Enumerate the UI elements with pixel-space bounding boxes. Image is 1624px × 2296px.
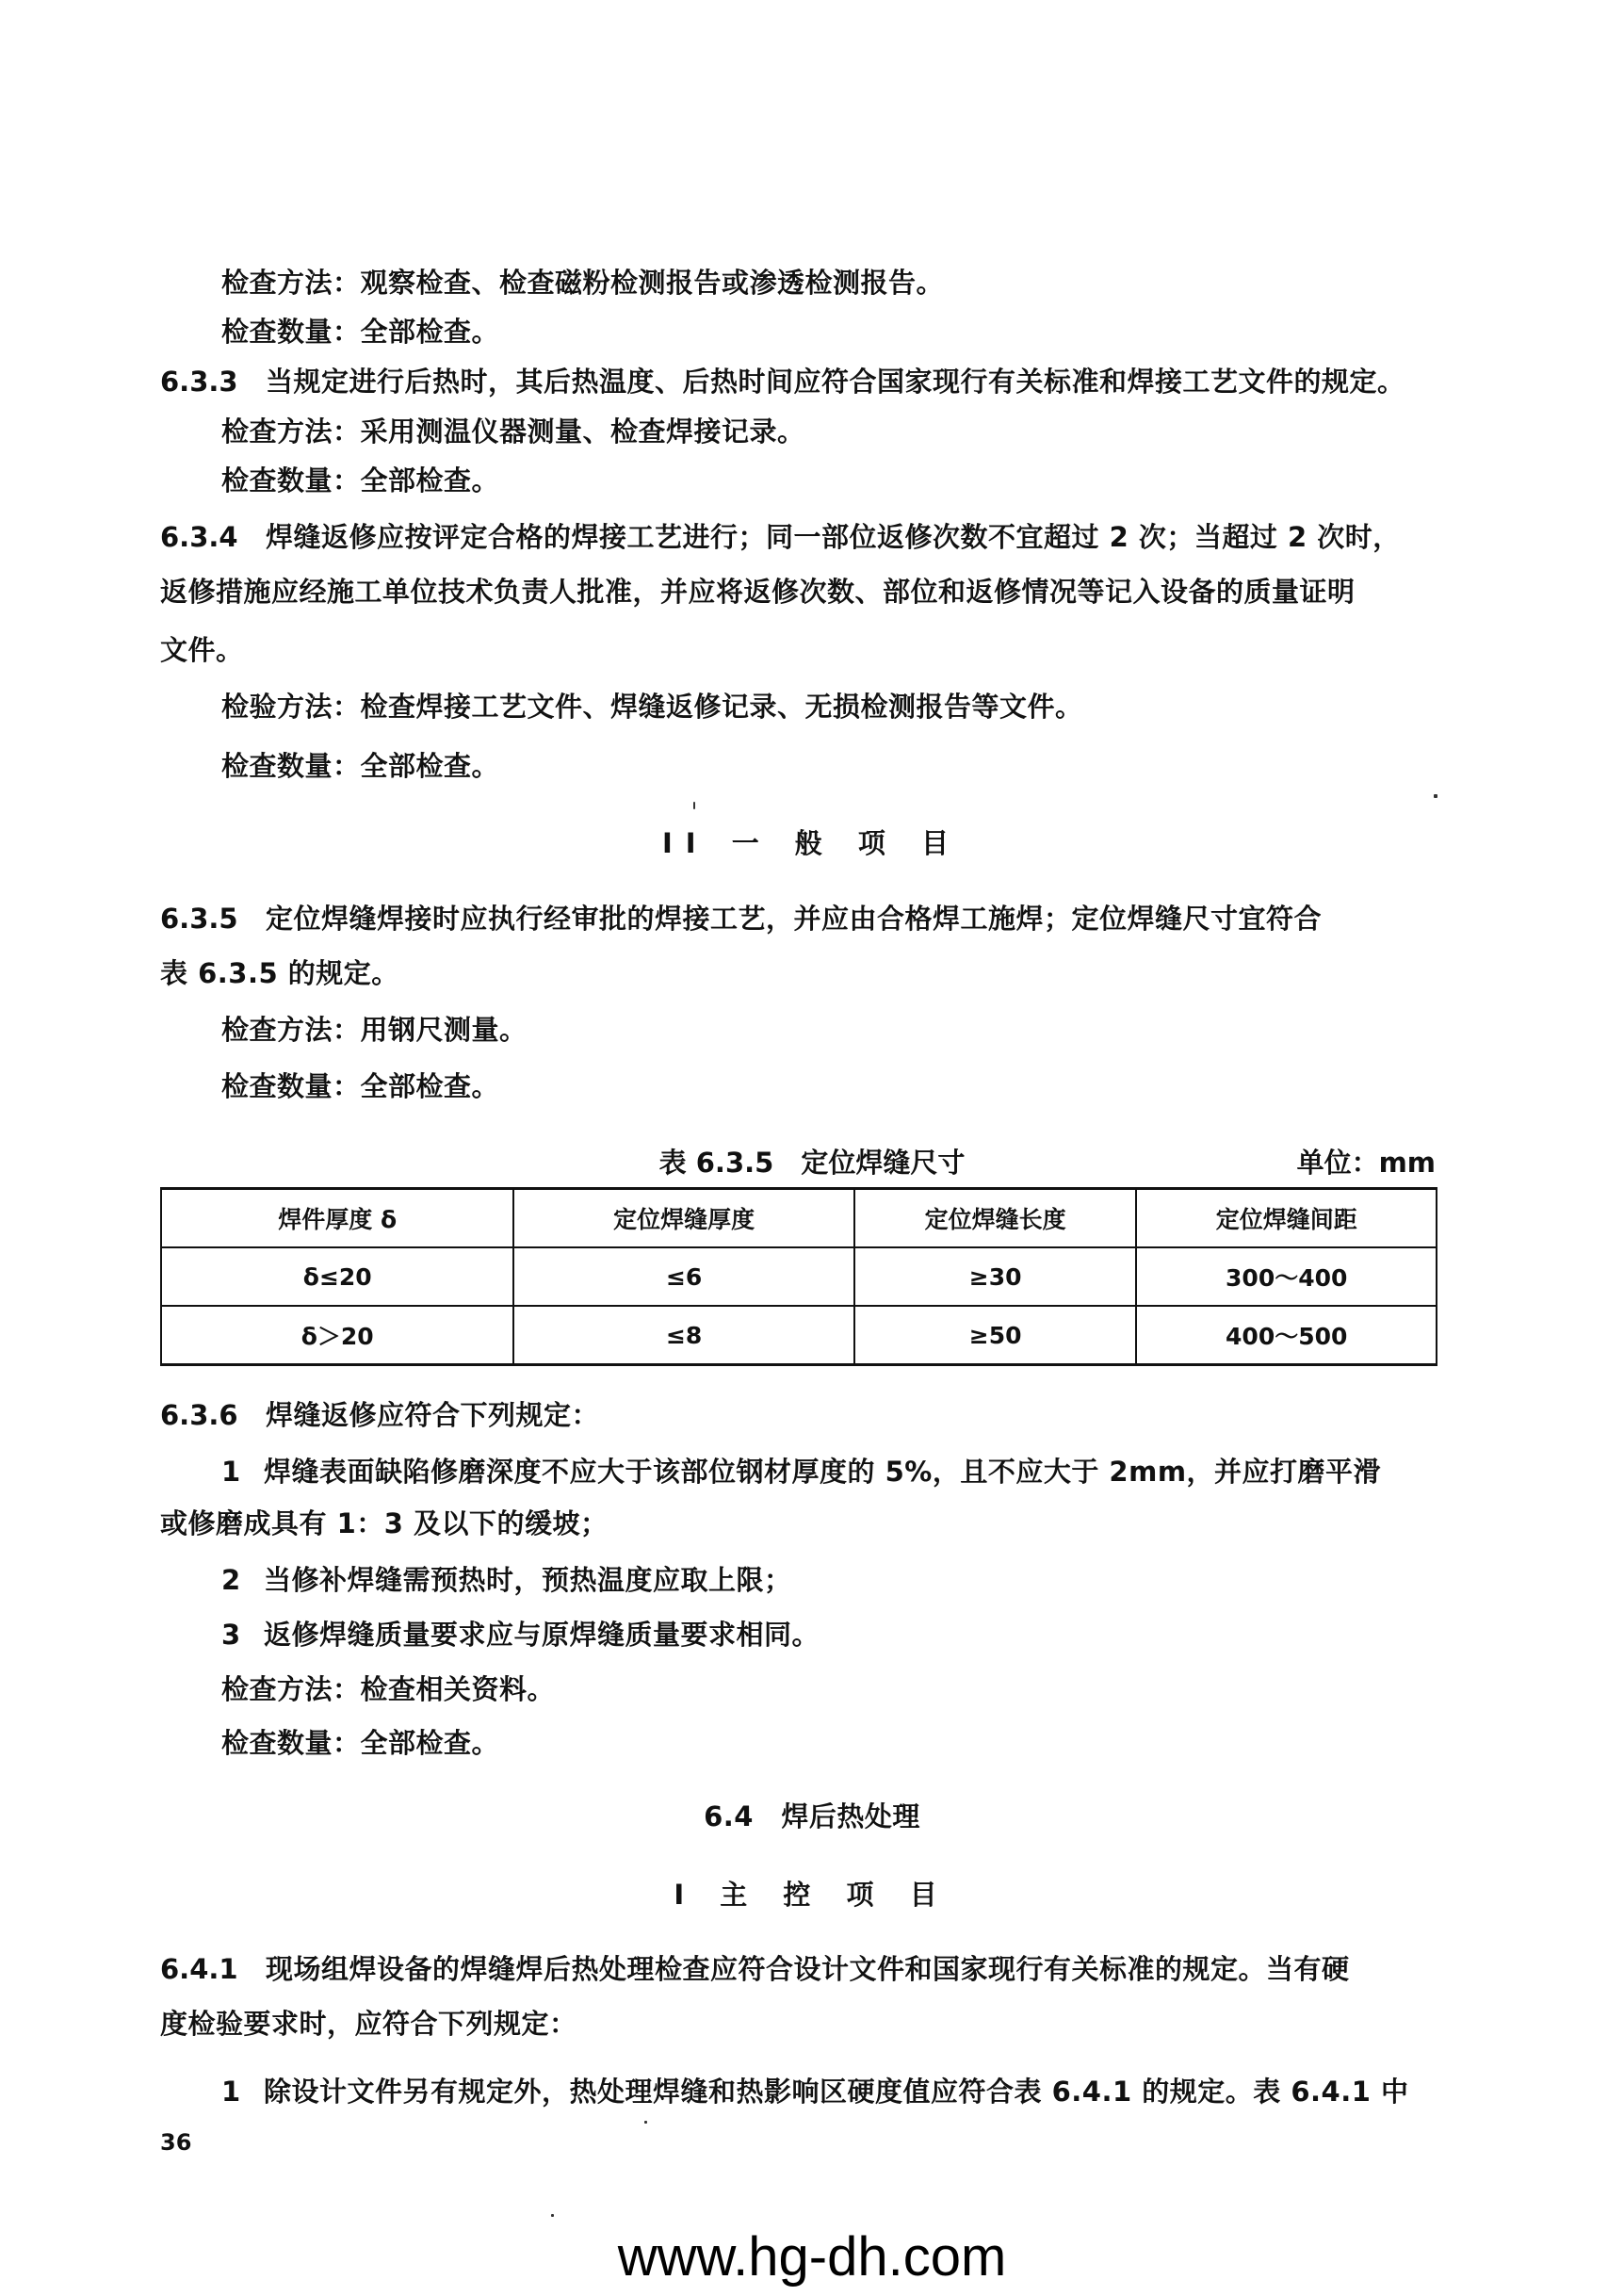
table-cell: 300～400 xyxy=(1136,1247,1437,1306)
inspection-quantity-line: 检查数量：全部检查。 xyxy=(221,750,500,782)
clause-number: 6.3.6 xyxy=(160,1399,238,1431)
clause-text: 当规定进行后热时，其后热温度、后热时间应符合国家现行有关标准和焊接工艺文件的规定。 xyxy=(266,366,1405,398)
inspection-method-line: 检验方法：检查焊接工艺文件、焊缝返修记录、无损检测报告等文件。 xyxy=(221,691,1083,723)
item-number: 1 xyxy=(221,2076,241,2108)
clause-6-3-6 xyxy=(160,1398,1441,1432)
clause-number: 6.3.4 xyxy=(160,521,238,553)
clause-text: 焊缝返修应按评定合格的焊接工艺进行；同一部位返修次数不宜超过 2 次；当超过 2 次时， xyxy=(266,521,1401,553)
inspection-method-line: 检查方法：采用测温仪器测量、检查焊接记录。 xyxy=(221,415,805,448)
watermark-url: www.hg-dh.com xyxy=(617,2226,1007,2288)
item-text: 当修补焊缝需预热时，预热温度应取上限； xyxy=(264,1564,792,1596)
item-text: 除设计文件另有规定外，热处理焊缝和热影响区硬度值应符合表 6.4.1 的规定。表 6.4.1 中 xyxy=(264,2076,1409,2108)
list-item xyxy=(221,2075,1502,2109)
clause-6-3-4-line3: 文件。 xyxy=(160,634,244,666)
clause-number: 6.4.1 xyxy=(160,1953,238,1985)
inspection-quantity-line: 检查数量：全部检查。 xyxy=(221,1727,500,1759)
item-number: 2 xyxy=(221,1564,241,1596)
clause-6-3-4 xyxy=(160,520,1441,554)
item-text: 焊缝表面缺陷修磨深度不应大于该部位钢材厚度的 5%，且不应大于 2mm，并应打磨平滑 xyxy=(264,1456,1382,1488)
inspection-method-line: 检查方法：观察检查、检查磁粉检测报告或渗透检测报告。 xyxy=(221,267,945,299)
inspection-quantity-line: 检查数量：全部检查。 xyxy=(221,1070,500,1102)
weld-size-table xyxy=(160,1187,1437,1366)
table-cell: δ≤20 xyxy=(161,1247,513,1306)
table-unit: 单位：mm xyxy=(1296,1147,1436,1179)
table-row xyxy=(161,1247,1437,1306)
page-number: 36 xyxy=(160,2129,192,2156)
clause-6-3-4-line2: 返修措施应经施工单位技术负责人批准，并应将返修次数、部位和返修情况等记入设备的质量证明 xyxy=(160,576,1356,608)
section-heading-main: I 主 控 项 目 xyxy=(674,1879,950,1911)
table-cell: ≥50 xyxy=(854,1306,1137,1365)
scan-speck xyxy=(693,802,695,809)
clause-6-3-5-line2: 表 6.3.5 的规定。 xyxy=(160,957,399,989)
scan-speck xyxy=(551,2214,554,2217)
table-header-cell: 定位焊缝厚度 xyxy=(513,1189,853,1248)
inspection-quantity-line: 检查数量：全部检查。 xyxy=(221,464,500,497)
table-header-cell: 焊件厚度 δ xyxy=(161,1189,513,1248)
inspection-quantity-line: 检查数量：全部检查。 xyxy=(221,316,500,348)
table-cell: ≥30 xyxy=(854,1247,1137,1306)
inspection-method-line: 检查方法：检查相关资料。 xyxy=(221,1673,556,1705)
list-item-continuation: 或修磨成具有 1：3 及以下的缓坡； xyxy=(160,1507,609,1539)
table-header-cell: 定位焊缝间距 xyxy=(1136,1189,1437,1248)
table-cell: 400～500 xyxy=(1136,1306,1437,1365)
table-header-cell: 定位焊缝长度 xyxy=(854,1189,1137,1248)
section-heading-6-4: 6.4 焊后热处理 xyxy=(704,1800,920,1832)
list-item xyxy=(221,1618,1502,1652)
clause-6-4-1-line2: 度检验要求时，应符合下列规定： xyxy=(160,2008,577,2040)
clause-text: 定位焊缝焊接时应执行经审批的焊接工艺，并应由合格焊工施焊；定位焊缝尺寸宜符合 xyxy=(266,903,1323,935)
clause-6-4-1 xyxy=(160,1952,1441,1986)
clause-number: 6.3.3 xyxy=(160,366,238,398)
clause-6-3-5 xyxy=(160,902,1441,936)
item-text: 返修焊缝质量要求应与原焊缝质量要求相同。 xyxy=(264,1619,820,1651)
clause-number: 6.3.5 xyxy=(160,903,238,935)
scan-speck xyxy=(644,2121,647,2124)
inspection-method-line: 检查方法：用钢尺测量。 xyxy=(221,1014,528,1046)
list-item xyxy=(221,1563,1502,1597)
scan-speck xyxy=(1434,794,1437,798)
table-cell: ≤8 xyxy=(513,1306,853,1365)
table-header-row xyxy=(161,1189,1437,1248)
table-row xyxy=(161,1306,1437,1365)
clause-6-3-3 xyxy=(160,365,1441,399)
table-cell: ≤6 xyxy=(513,1247,853,1306)
table-cell: δ＞20 xyxy=(161,1306,513,1365)
section-heading-general: II 一 般 项 目 xyxy=(662,827,962,859)
clause-text: 现场组焊设备的焊缝焊后热处理检查应符合设计文件和国家现行有关标准的规定。当有硬 xyxy=(266,1953,1350,1985)
item-number: 1 xyxy=(221,1456,241,1488)
clause-text: 焊缝返修应符合下列规定： xyxy=(266,1399,600,1431)
item-number: 3 xyxy=(221,1619,241,1651)
table-title: 表 6.3.5 定位焊缝尺寸 xyxy=(658,1147,966,1179)
list-item xyxy=(221,1455,1502,1489)
